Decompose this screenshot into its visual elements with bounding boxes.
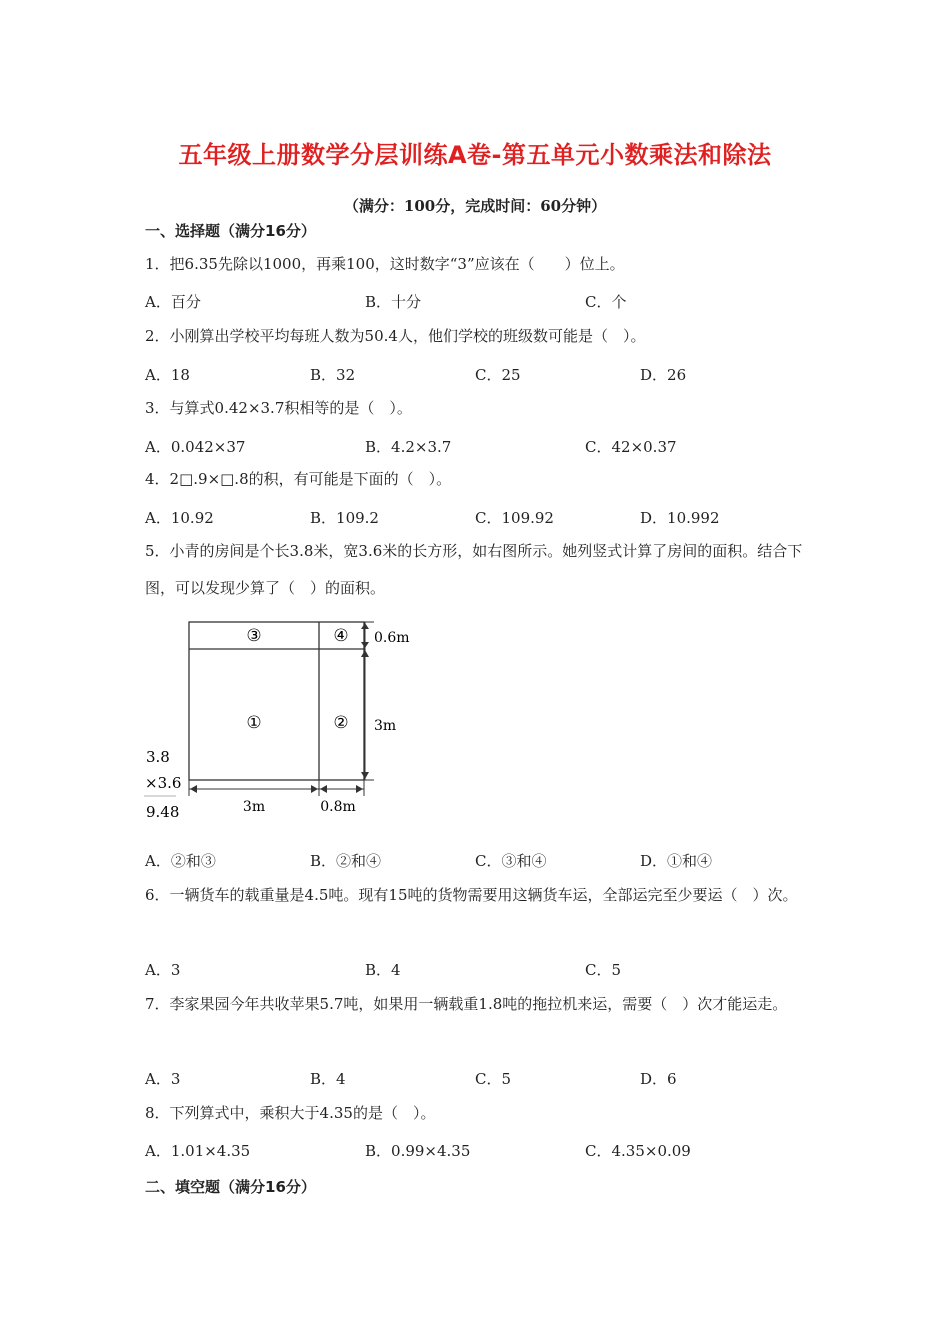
arrow-up-top — [361, 623, 369, 629]
calc-multiplier: ×3.6 — [145, 774, 182, 792]
q2-option-a: A．18 — [145, 366, 190, 384]
question-5: 5．小青的房间是个长3.8米，宽3.6米的长方形，如右图所示。她列竖式计算了房间的面积。结合下图，可以发现少算了（ ）的面积。 — [145, 542, 803, 597]
q4-option-c: C．109.92 — [475, 509, 554, 527]
arrow-up-right — [361, 650, 369, 657]
page-title: 五年级上册数学分层训练A卷-第五单元小数乘法和除法 — [178, 141, 772, 169]
q8-option-a: A．1.01×4.35 — [145, 1142, 251, 1160]
q3-option-c: C．42×0.37 — [585, 438, 677, 456]
calc-product: 9.48 — [146, 803, 180, 821]
arrow-right-b — [356, 785, 363, 793]
region-1-label: ① — [246, 713, 262, 733]
room-diagram — [140, 612, 420, 827]
arrow-down-top — [361, 642, 369, 648]
question-2: 2．小刚算出学校平均每班人数为50.4人，他们学校的班级数可能是（ ）。 — [145, 327, 646, 345]
q3-option-b: B．4.2×3.7 — [365, 438, 452, 456]
arrow-right-a — [311, 785, 318, 793]
arrow-left-a — [190, 785, 197, 793]
question-7: 7．李家果园今年共收苹果5.7吨，如果用一辆载重1.8吨的拖拉机来运，需要（ ）次才能运走。 — [145, 995, 788, 1013]
region-2-label: ② — [333, 713, 349, 733]
calc-multiplicand: 3.8 — [146, 748, 170, 766]
q7-option-b: B．4 — [310, 1070, 346, 1088]
q4-option-b: B．109.2 — [310, 509, 379, 527]
question-8: 8．下列算式中，乘积大于4.35的是（ ）。 — [145, 1104, 436, 1122]
q2-option-b: B．32 — [310, 366, 356, 384]
q1-option-a: A．百分 — [145, 293, 201, 311]
q1-option-b: B．十分 — [365, 293, 422, 311]
question-1: 1．把6.35先除以1000，再乘100，这时数字“3”应该在（ ）位上。 — [145, 255, 625, 273]
page-subtitle: （满分：100分，完成时间：60分钟） — [343, 197, 607, 215]
arrow-left-b — [320, 785, 327, 793]
question-6: 6．一辆货车的载重量是4.5吨。现有15吨的货物需要用这辆货车运，全部运完至少要运（ ）次。 — [145, 886, 798, 904]
q2-option-d: D．26 — [640, 366, 687, 384]
q7-option-c: C．5 — [475, 1070, 512, 1088]
arrow-down-right — [361, 772, 369, 779]
region-3-label: ③ — [246, 626, 262, 646]
q2-option-c: C．25 — [475, 366, 521, 384]
question-4: 4．2□.9×□.8的积，有可能是下面的（ ）。 — [145, 470, 452, 488]
q6-option-a: A．3 — [145, 961, 181, 979]
q6-option-b: B．4 — [365, 961, 401, 979]
q3-option-a: A．0.042×37 — [145, 438, 246, 456]
q8-option-c: C．4.35×0.09 — [585, 1142, 691, 1160]
section-heading-choice: 一、选择题（满分16分） — [145, 222, 316, 240]
question-3: 3．与算式0.42×3.7积相等的是（ ）。 — [145, 399, 412, 417]
q8-option-b: B．0.99×4.35 — [365, 1142, 471, 1160]
dim-label-bottom-left: 3m — [242, 799, 266, 815]
q5-option-d: D．①和④ — [640, 852, 713, 870]
region-4-label: ④ — [333, 626, 349, 646]
q4-option-a: A．10.92 — [145, 509, 214, 527]
q5-option-c: C．③和④ — [475, 852, 547, 870]
q7-option-d: D．6 — [640, 1070, 677, 1088]
dim-label-right: 3m — [374, 718, 397, 734]
dim-label-bottom-right: 0.8m — [320, 799, 356, 815]
section-heading-fill: 二、填空题（满分16分） — [145, 1178, 316, 1196]
q1-option-c: C．个 — [585, 293, 627, 311]
q4-option-d: D．10.992 — [640, 509, 720, 527]
q6-option-c: C．5 — [585, 961, 622, 979]
q5-option-b: B．②和④ — [310, 852, 382, 870]
q5-option-a: A．②和③ — [145, 852, 216, 870]
dim-label-top: 0.6m — [374, 630, 410, 646]
q7-option-a: A．3 — [145, 1070, 181, 1088]
